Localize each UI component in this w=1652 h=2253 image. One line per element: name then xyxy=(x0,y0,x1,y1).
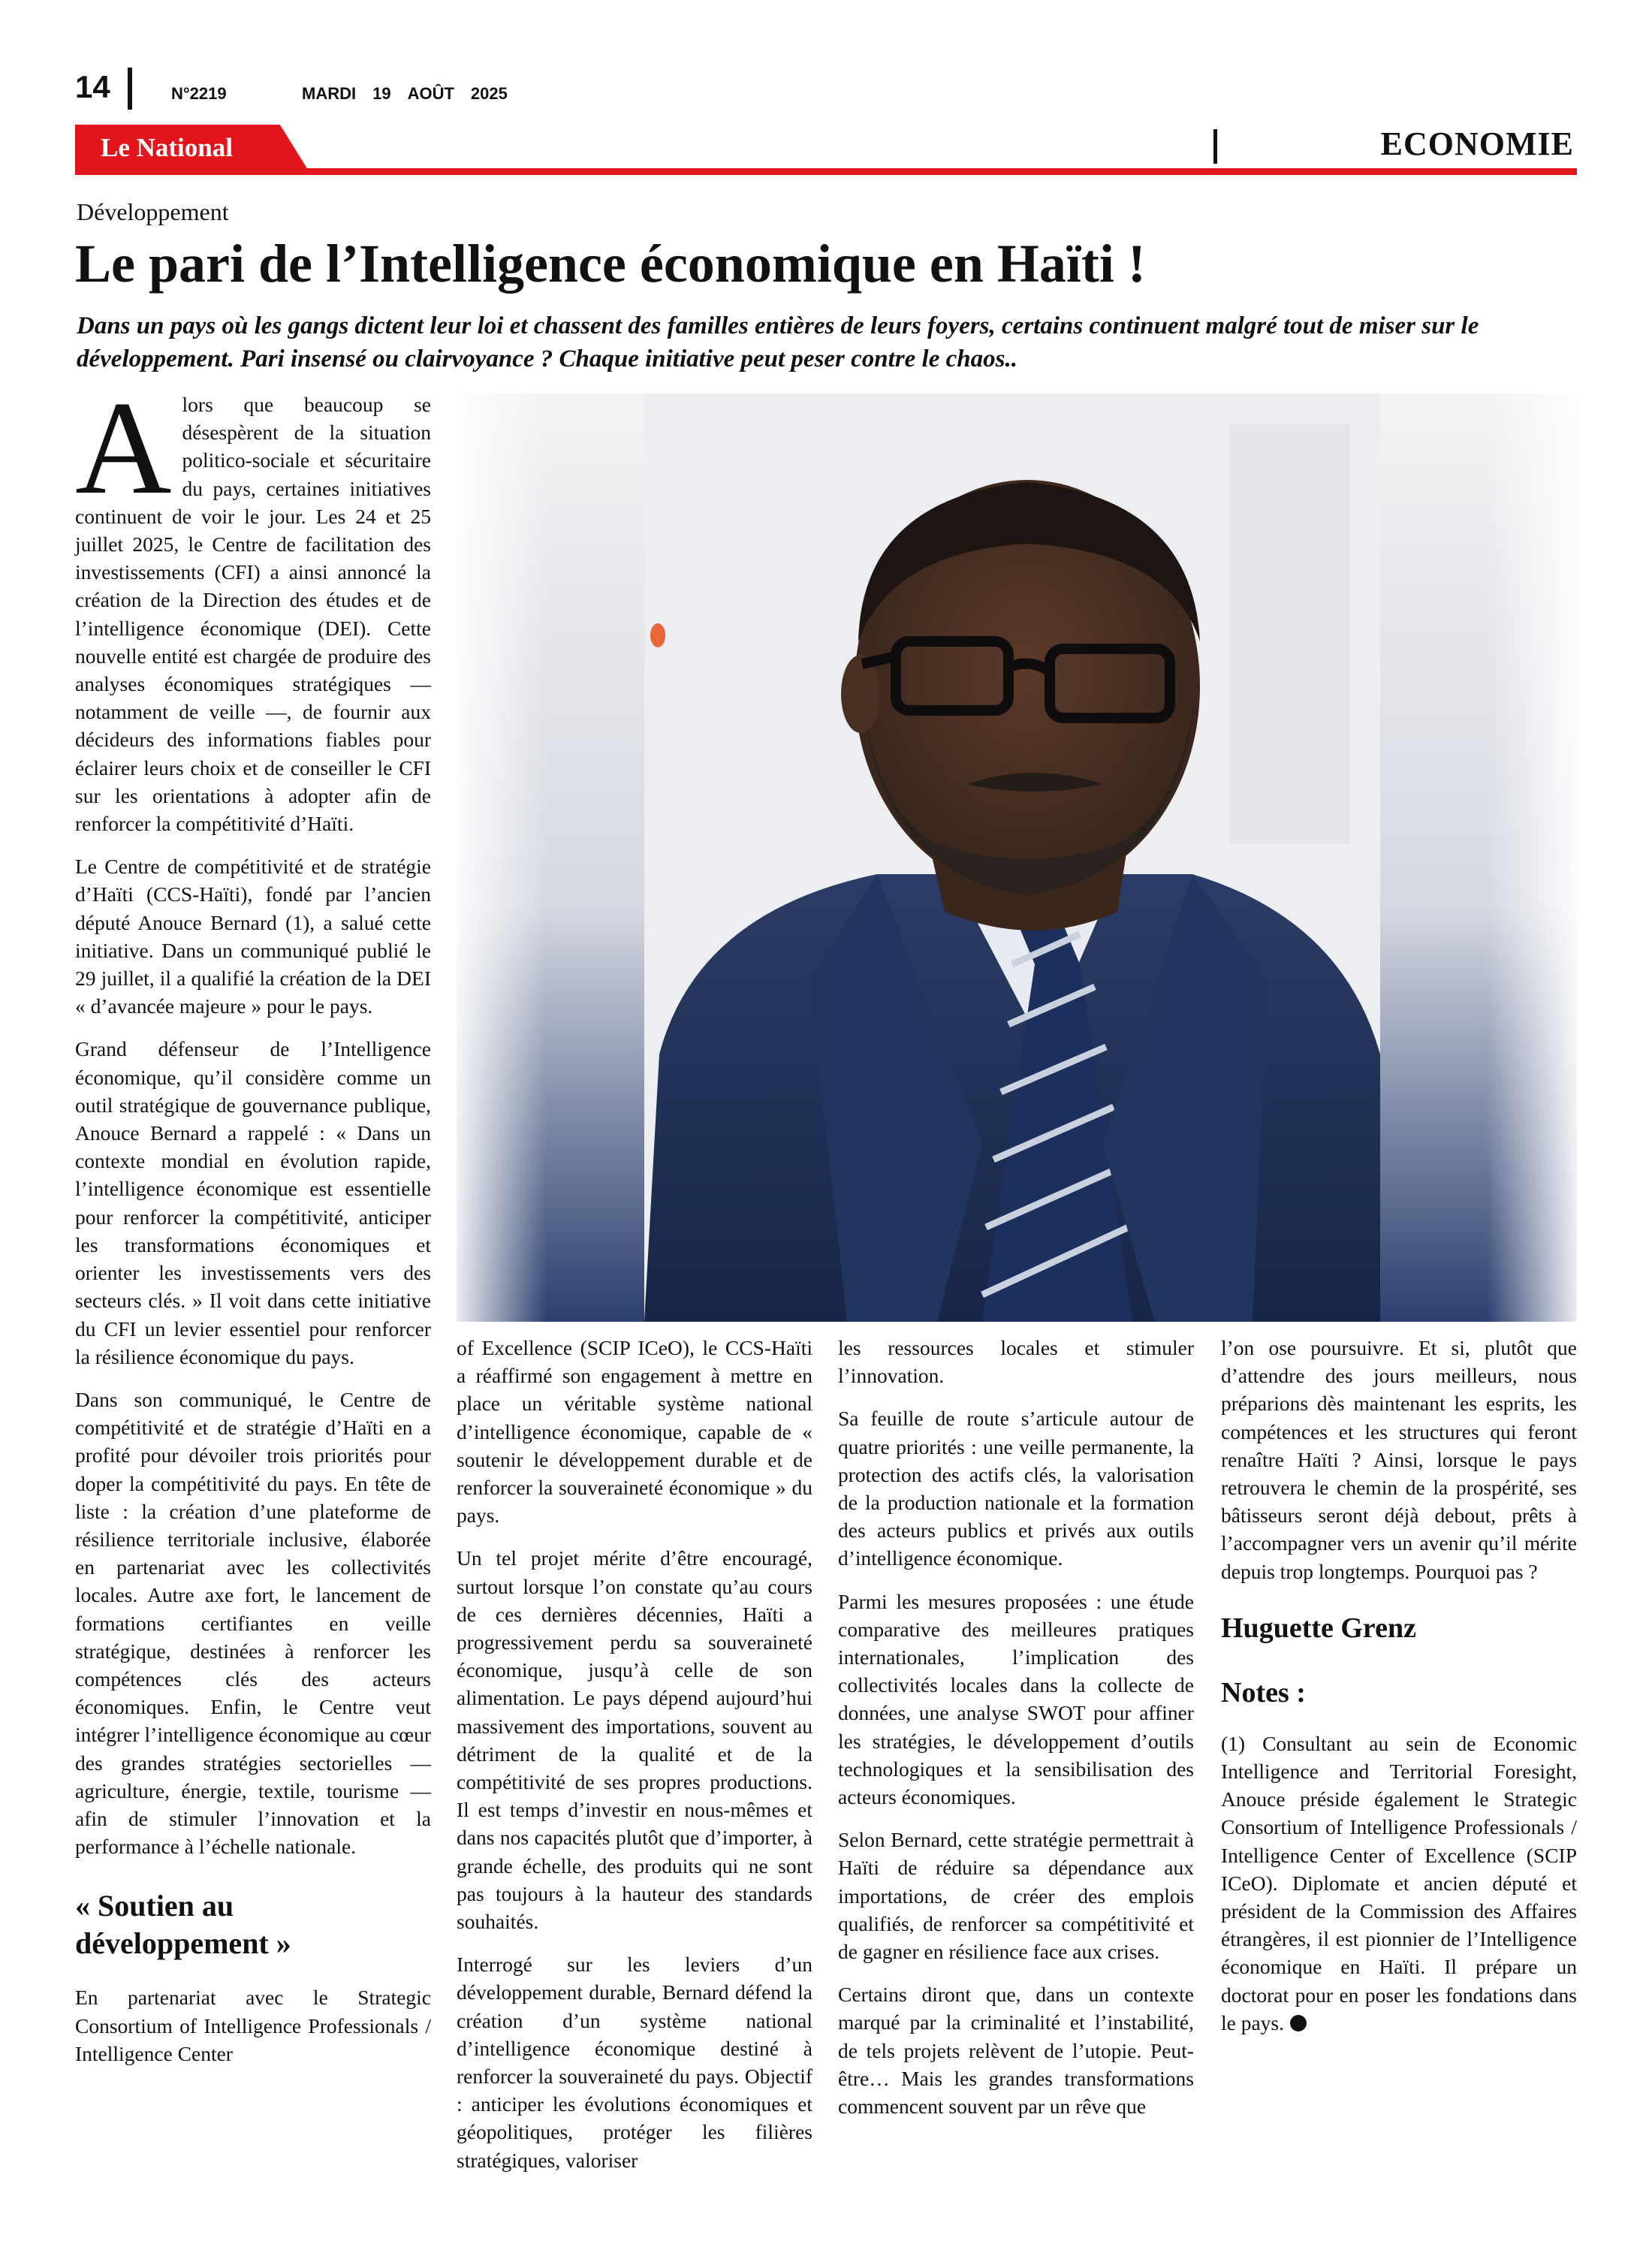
article-subheading: « Soutien au développement » xyxy=(75,1889,291,1961)
article-paragraph: les ressources locales et stimuler l’innovation. xyxy=(838,1336,1194,1388)
issue-number: N°2219 xyxy=(171,84,227,103)
portrait-illustration xyxy=(457,394,1577,1322)
date-day: 19 xyxy=(372,84,391,103)
article-paragraph: Un tel projet mérite d’être encouragé, surtout lorsque l’on constate qu’au cours de ces dernières décennies, Haïti a progressivement perdu sa souveraineté économique, jusqu’à celle de son alimentation. Le pays dépend aujourd’hui massivement des importations, souvent au détriment de la qualité et de la compétitivité de ses propres productions. Il est temps d’investir en nous-mêmes et dans nos capacités plutôt que d’importer, à grande échelle, des produits qui ne sont pas toujours à la hauteur des standards souhaités. xyxy=(457,1546,812,1934)
end-mark-icon xyxy=(1290,2015,1307,2031)
article-kicker: Développement xyxy=(77,198,229,225)
article-paragraph: Sa feuille de route s’articule autour de quatre priorités : une veille permanente, la protection des actifs clés, la valorisation de la production nationale et la formation des acteurs publics et privés aux outils d’intelligence économique. xyxy=(838,1407,1194,1570)
article-paragraph: Alors que beaucoup se désespèrent de la situation politico-sociale et sécuritaire du pays, certaines initiatives continuent de voir le jour. Les 24 et 25 juillet 2025, le Centre de facilitation des investissements (CFI) a ainsi annoncé la création de la Direction des études et de l’intelligence économique (DEI). Cette nouvelle entité est chargée de produire des analyses économiques stratégiques — notamment de veille —, de fournir aux décideurs des informations fiables pour éclairer leurs choix et de conseiller le CFI sur les orientations à adopter afin de renforcer la compétitivité d’Haïti. xyxy=(75,373,431,836)
footnote: (1) Consultant au sein de Economic Intelligence and Territorial Foresight, Anouce préside également le Strategic Consortium of Intelligence Professionals / Intelligence Center of Excellence (SCIP ICeO). Diplomate et ancien député et président de la Commission des Affaires étrangères, il est pionnier de l’Intelligence économique en Haïti. Il prépare un doctorat pour en poser les fondations dans le pays. xyxy=(1221,1731,1577,2034)
article-column-4 xyxy=(1221,1334,1577,2052)
article-paragraph: Certains diront que, dans un contexte marqué par la criminalité et l’instabilité, de tels projets relèvent de l’utopie. Peut-être… Mais les grandes transformations commencent souvent par un rêve que xyxy=(838,1983,1194,2119)
article-paragraph: Le Centre de compétitivité et de stratégie d’Haïti (CCS-Haïti), fondé par l’ancien député Anouce Bernard (1), a salué cette initiative. Dans un communiqué publié le 29 juillet, il a qualifié la création de la DEI « d’avancée majeure » pour le pays. xyxy=(75,855,431,1018)
header-rule xyxy=(75,168,1577,175)
article-paragraph: Grand défenseur de l’Intelligence économique, qu’il considère comme un outil stratégique de gouvernance publique, Anouce Bernard a rappelé : « Dans un contexte mondial en évolution rapide, l’intelligence économique est essentielle pour renforcer la compétitivité, anticiper les transformations économiques et orienter les investissements vers des secteurs clés. » Il voit dans cette initiative du CFI un levier essentiel pour renforcer la résilience économique du pays. xyxy=(75,1037,431,1368)
article-standfirst: Dans un pays où les gangs dictent leur loi et chassent des familles entières de leurs foyers, certains continuent malgré tout de miser sur le développement. Pari insensé ou clairvoyance ? Chaque initiative peut peser contre le chaos.. xyxy=(77,312,1479,372)
section-name: ECONOMIE xyxy=(1380,125,1574,162)
article-headline: Le pari de l’Intelligence économique en Haïti ! xyxy=(75,234,1146,294)
date-month: AOÛT xyxy=(407,84,454,103)
article-author: Huguette Grenz xyxy=(1221,1612,1416,1644)
article-paragraph: Interrogé sur les leviers d’un développement durable, Bernard défend la création d’un système national d’intelligence économique destiné à renforcer la souveraineté du pays. Objectif : anticiper les évolutions économiques et géopolitiques, protéger les filières stratégiques, valoriser xyxy=(457,1953,812,2172)
header-divider xyxy=(128,68,132,110)
article-paragraph: Selon Bernard, cette stratégie permettrait à Haïti de réduire sa dépendance aux importations, de créer des emplois qualifiés, de renforcer sa compétitivité et de gagner en résilience face aux crises. xyxy=(838,1828,1194,1964)
article-photo xyxy=(457,394,1577,1322)
article-paragraph: En partenariat avec le Strategic Consortium of Intelligence Professionals / Intelligence Center xyxy=(75,1986,431,2065)
publication-date xyxy=(302,84,524,104)
article-column-3 xyxy=(838,1334,1194,2135)
drop-cap: A xyxy=(75,373,172,522)
newspaper-name: Le National xyxy=(101,133,233,162)
article-paragraph: of Excellence (SCIP ICeO), le CCS-Haïti a réaffirmé son engagement à mettre en place un véritable système national d’intelligence économique, capable de « soutenir le développement durable et de renforcer la souveraineté économique » du pays. xyxy=(457,1336,812,1528)
article-paragraph: l’on ose poursuivre. Et si, plutôt que d’attendre des jours meilleurs, nous préparions dès maintenant les esprits, les compétences et les structures qui feront renaître Haïti ? Ainsi, lorsque le pays retrouvera le chemin de la prospérité, ses bâtisseurs seront déjà debout, prêts à l’accompagner vers un avenir qu’il mérite depuis trop longtemps. Pourquoi pas ? xyxy=(1221,1336,1577,1583)
notes-heading: Notes : xyxy=(1221,1676,1306,1709)
article-column-2 xyxy=(457,1334,812,2189)
article-paragraph: Parmi les mesures proposées : une étude comparative des meilleures pratiques internationales, l’implication des collectivités locales dans la collecte de données, une analyse SWOT pour affiner les stratégies, le développement d’outils technologiques et la sensibilisation des acteurs économiques. xyxy=(838,1589,1194,1809)
section-divider xyxy=(1213,129,1217,164)
date-weekday: MARDI xyxy=(302,84,357,103)
article-column-1 xyxy=(75,373,431,2083)
date-year: 2025 xyxy=(470,84,508,103)
article-paragraph: Dans son communiqué, le Centre de compétitivité et de stratégie d’Haïti en a profité pour dévoiler trois priorités pour doper la compétitivité du pays. En tête de liste : la création d’une plateforme de résilience territoriale inclusive, élaborée en partenariat avec les collectivités locales. Autre axe fort, le lancement de formations certifiantes en veille stratégique, destinées à renforcer les compétences clés des acteurs économiques. Enfin, le Centre veut intégrer l’intelligence économique au cœur des grandes stratégies sectorielles — agriculture, énergie, textile, tourisme — afin de stimuler l’innovation et la performance à l’échelle nationale. xyxy=(75,1387,431,1859)
page-number: 14 xyxy=(75,69,110,104)
